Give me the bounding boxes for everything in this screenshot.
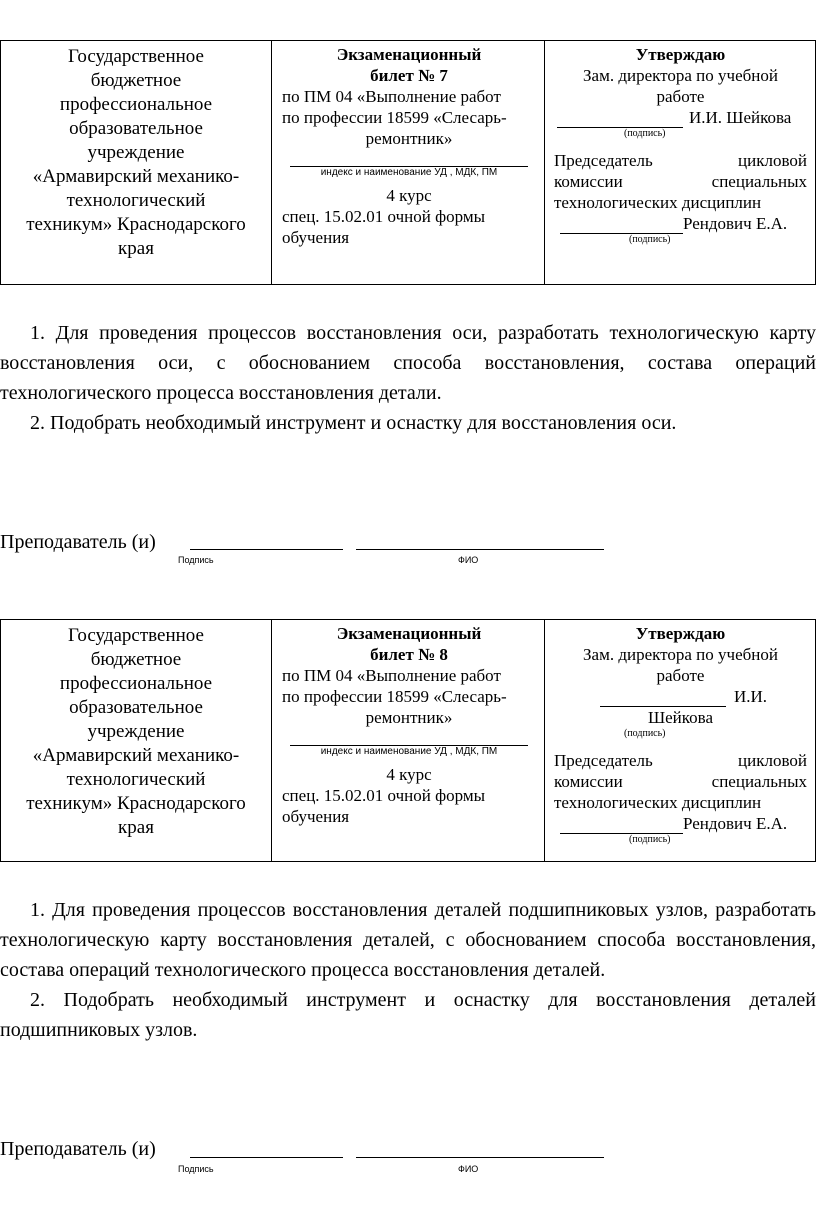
ticket-title: Экзаменационный xyxy=(336,624,482,643)
chair-line xyxy=(554,150,807,171)
institution-line: Государственное xyxy=(68,625,204,646)
course: 4 курс xyxy=(386,765,432,784)
institution-line: образовательное xyxy=(69,697,203,718)
chair-signature-row xyxy=(554,813,807,834)
ticket-number: билет № 7 xyxy=(370,66,448,85)
chair-word: Председатель xyxy=(554,751,653,770)
approve-name: И.И. xyxy=(734,687,768,706)
chair-line xyxy=(554,750,807,771)
approve-title: Утверждаю xyxy=(635,624,726,643)
chair-name: Рендович Е.А. xyxy=(683,214,788,233)
institution-line: «Армавирский механико- xyxy=(32,166,240,187)
institution-cell xyxy=(1,620,272,861)
institution-line: профессиональное xyxy=(59,673,213,694)
teacher-label: Преподаватель (и) xyxy=(0,531,156,553)
index-label: индекс и наименование УД , МДК, ПМ xyxy=(320,167,498,178)
institution-line: бюджетное xyxy=(90,649,182,670)
chair-word: цикловой xyxy=(738,751,807,770)
ticket-info-cell xyxy=(272,620,545,861)
signature-line xyxy=(560,217,683,234)
signature-label: Подпись xyxy=(178,1164,214,1174)
sign-label: (подпись) xyxy=(624,728,666,739)
approve-role: работе xyxy=(656,87,705,106)
institution-line: Государственное xyxy=(68,46,204,67)
fio-label: ФИО xyxy=(458,1164,479,1174)
study-form: обучения xyxy=(282,807,350,826)
chair-word: Председатель xyxy=(554,151,653,170)
task-item: 2. Подобрать необходимый инструмент и оснастку для восстановления оси. xyxy=(30,412,677,434)
approve-signature-row xyxy=(554,107,807,128)
ticket-tasks xyxy=(0,895,816,1045)
chair-word: комиссии xyxy=(554,172,623,191)
institution-line: техникум» Краснодарского xyxy=(26,793,246,814)
institution-cell xyxy=(1,41,272,284)
module-line: по профессии 18599 «Слесарь- xyxy=(282,687,507,706)
chair-word: специальных xyxy=(711,772,807,791)
signature-line xyxy=(557,111,683,128)
institution-line: техникум» Краснодарского xyxy=(26,214,246,235)
approve-role: Зам. директора по учебной xyxy=(583,645,778,664)
approve-title: Утверждаю xyxy=(635,45,726,64)
approve-role: работе xyxy=(656,666,705,685)
institution-line: образовательное xyxy=(69,118,203,139)
chair-line: технологических дисциплин xyxy=(554,793,762,812)
chair-word: специальных xyxy=(711,172,807,191)
institution-line: бюджетное xyxy=(90,70,182,91)
index-label: индекс и наименование УД , МДК, ПМ xyxy=(320,746,498,757)
signature-line xyxy=(560,817,683,834)
teacher-label: Преподаватель (и) xyxy=(0,1138,156,1160)
task-item: 2. Подобрать необходимый инструмент и оснастку для восстановления деталей подшипниковых узлов. xyxy=(0,989,816,1041)
spec: спец. 15.02.01 очной формы xyxy=(282,207,486,226)
institution-line: «Армавирский механико- xyxy=(32,745,240,766)
institution-line: учреждение xyxy=(87,142,185,163)
ticket-info-cell xyxy=(272,41,545,284)
ticket-header-table xyxy=(0,40,816,285)
institution-line: учреждение xyxy=(87,721,185,742)
chair-line: технологических дисциплин xyxy=(554,193,762,212)
approve-role: Зам. директора по учебной xyxy=(583,66,778,85)
chair-line xyxy=(554,771,807,792)
ticket-header-table xyxy=(0,619,816,862)
teacher-signature-line xyxy=(190,1157,343,1158)
module-line: ремонтник» xyxy=(365,708,453,727)
institution-line: технологический xyxy=(66,190,206,211)
signature-line xyxy=(600,690,726,707)
sign-label: (подпись) xyxy=(624,128,666,139)
teacher-fio-line xyxy=(356,549,604,550)
study-form: обучения xyxy=(282,228,350,247)
ticket-number: билет № 8 xyxy=(370,645,448,664)
approval-cell xyxy=(545,41,815,284)
approve-name-cont: Шейкова xyxy=(647,708,714,727)
approve-signature-row xyxy=(554,686,807,707)
teacher-signature-line xyxy=(190,549,343,550)
course: 4 курс xyxy=(386,186,432,205)
teacher-fio-line xyxy=(356,1157,604,1158)
ticket-title: Экзаменационный xyxy=(336,45,482,64)
task-item: 1. Для проведения процессов восстановления оси, разработать технологическую карту восстановления оси, с обоснованием способа восстановления, состава операций технологического процесса восстановления детали. xyxy=(0,322,816,404)
spec: спец. 15.02.01 очной формы xyxy=(282,786,486,805)
signature-label: Подпись xyxy=(178,555,214,565)
fio-label: ФИО xyxy=(458,555,479,565)
chair-signature-row xyxy=(554,213,807,234)
institution-line: профессиональное xyxy=(59,94,213,115)
module-line: ремонтник» xyxy=(365,129,453,148)
sign-label: (подпись) xyxy=(629,834,671,845)
chair-name: Рендович Е.А. xyxy=(683,814,788,833)
institution-line: края xyxy=(118,238,154,259)
module-line: по профессии 18599 «Слесарь- xyxy=(282,108,507,127)
chair-word: комиссии xyxy=(554,772,623,791)
chair-line xyxy=(554,171,807,192)
chair-word: цикловой xyxy=(738,151,807,170)
module-line: по ПМ 04 «Выполнение работ xyxy=(282,666,501,685)
approval-cell xyxy=(545,620,815,861)
institution-line: технологический xyxy=(66,769,206,790)
sign-label: (подпись) xyxy=(629,234,671,245)
task-item: 1. Для проведения процессов восстановления деталей подшипниковых узлов, разработать технологическую карту восстановления деталей, с обоснованием способа восстановления, состава операций технологического процесса восстановления деталей. xyxy=(0,899,816,981)
module-line: по ПМ 04 «Выполнение работ xyxy=(282,87,501,106)
institution-line: края xyxy=(118,817,154,838)
approve-name: И.И. Шейкова xyxy=(689,108,792,127)
ticket-tasks xyxy=(0,318,816,438)
